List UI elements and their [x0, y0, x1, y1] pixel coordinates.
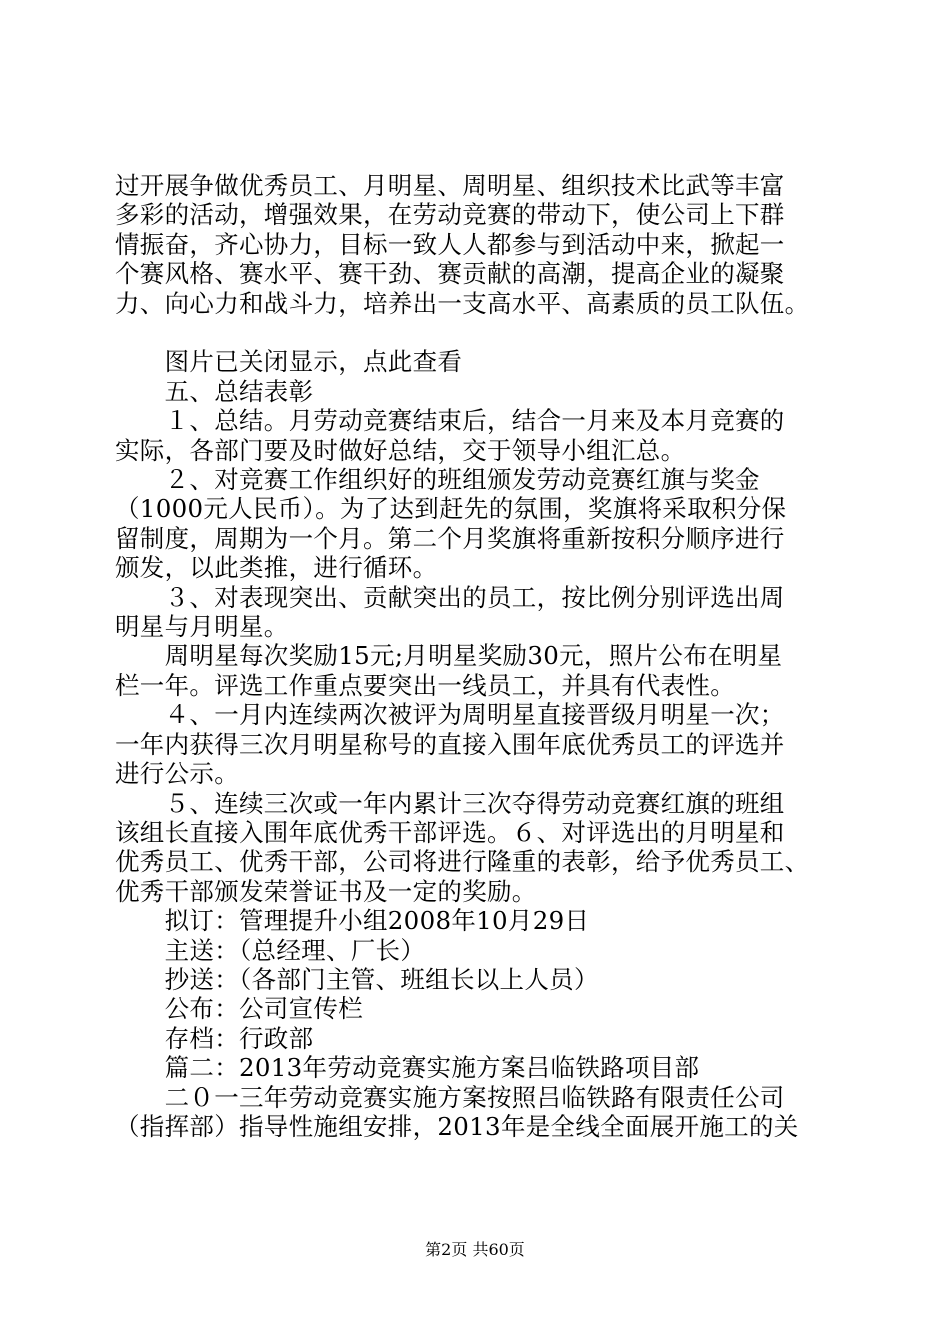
- text-line: 篇二：2013年劳动竞赛实施方案吕临铁路项目部: [115, 1053, 700, 1083]
- text-line: 拟订：管理提升小组2008年10月29日: [115, 906, 590, 936]
- text-line: ２、对竞赛工作组织好的班组颁发劳动竞赛红旗与奖金: [115, 465, 760, 495]
- text-line: 优秀干部颁发荣誉证书及一定的奖励。: [115, 876, 537, 906]
- text-line: 进行公示。: [115, 759, 239, 789]
- text-line: 过开展争做优秀员工、月明星、周明星、组织技术比武等丰富: [115, 171, 785, 200]
- text-line: ５、连续三次或一年内累计三次夺得劳动竞赛红旗的班组: [115, 788, 785, 818]
- document-body: [115, 171, 845, 1141]
- text-line: 优秀员工、优秀干部，公司将进行隆重的表彰，给予优秀员工、: [115, 847, 810, 877]
- text-line: 该组长直接入围年底优秀干部评选。６、对评选出的月明星和: [115, 817, 785, 847]
- text-line: １、总结。月劳动竞赛结束后，结合一月来及本月竞赛的: [115, 406, 785, 436]
- text-line: 一年内获得三次月明星称号的直接入围年底优秀员工的评选并: [115, 729, 785, 759]
- text-line: 公布：公司宣传栏: [115, 994, 363, 1024]
- text-line: ４、一月内连续两次被评为周明星直接晋级月明星一次；: [115, 700, 785, 730]
- text-line: 留制度，周期为一个月。第二个月奖旗将重新按积分顺序进行: [115, 523, 785, 553]
- blank-line: [115, 318, 845, 347]
- text-line: 力、向心力和战斗力，培养出一支高水平、高素质的员工队伍。: [115, 288, 810, 318]
- text-line: 实际，各部门要及时做好总结，交于领导小组汇总。: [115, 435, 686, 465]
- text-line: 周明星每次奖励15元;月明星奖励30元，照片公布在明星: [115, 641, 783, 671]
- text-line: 栏一年。评选工作重点要突出一线员工，并具有代表性。: [115, 670, 735, 700]
- text-line: 二０一三年劳动竞赛实施方案按照吕临铁路有限责任公司: [115, 1082, 785, 1112]
- text-line: 主送：（总经理、厂长）: [115, 935, 426, 965]
- text-line: ３、对表现突出、贡献突出的员工，按比例分别评选出周: [115, 582, 785, 612]
- text-line: 图片已关闭显示，点此查看: [115, 347, 463, 377]
- text-line: （1000元人民币）。为了达到赶先的氛围，奖旗将采取积分保: [115, 494, 787, 524]
- page-footer: 第2页 共60页: [425, 1240, 525, 1259]
- text-line: 五、总结表彰: [115, 376, 314, 406]
- text-line: 明星与月明星。: [115, 612, 289, 642]
- text-line: （指挥部）指导性施组安排，2013年是全线全面展开施工的关: [115, 1111, 799, 1141]
- text-line: 多彩的活动，增强效果，在劳动竞赛的带动下，使公司上下群: [115, 200, 785, 230]
- text-line: 颁发，以此类推，进行循环。: [115, 553, 438, 583]
- text-line: 个赛风格、赛水平、赛干劲、赛贡献的高潮，提高企业的凝聚: [115, 259, 785, 289]
- text-line: 存档：行政部: [115, 1023, 314, 1053]
- text-line: 情振奋，齐心协力，目标一致人人都参与到活动中来，掀起一: [115, 229, 785, 259]
- text-line: 抄送：（各部门主管、班组长以上人员）: [115, 964, 599, 994]
